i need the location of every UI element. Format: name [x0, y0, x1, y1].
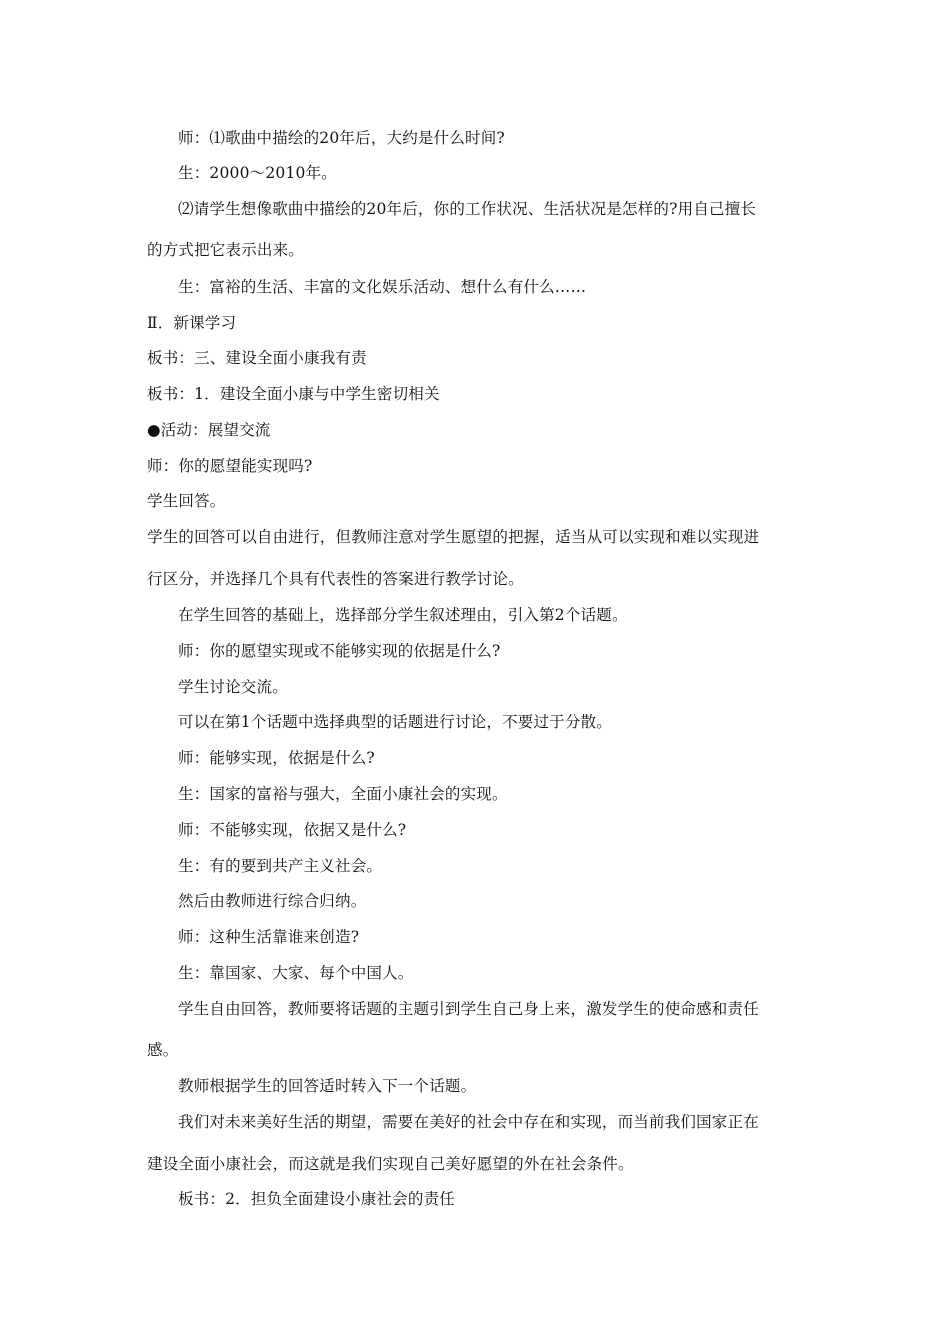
text-line: 师：你的愿望能实现吗? [147, 457, 313, 475]
text-line: 师：你的愿望实现或不能够实现的依据是什么? [178, 642, 501, 660]
text-line: 学生自由回答，教师要将话题的主题引到学生自己身上来，激发学生的使命感和责任 [178, 1000, 759, 1018]
text-line: ●活动：展望交流 [147, 421, 271, 439]
text-line: 生：靠国家、大家、每个中国人。 [178, 964, 414, 982]
text-line: 可以在第1个话题中选择典型的话题进行讨论，不要过于分散。 [178, 713, 612, 731]
text-line: 板书：2．担负全面建设小康社会的责任 [178, 1190, 455, 1208]
text-line: 然后由教师进行综合归纳。 [178, 892, 367, 910]
text-line: 师：⑴歌曲中描绘的20年后，大约是什么时间? [178, 129, 505, 147]
text-line: 板书：三、建设全面小康我有责 [147, 349, 367, 367]
text-line: 教师根据学生的回答适时转入下一个话题。 [178, 1077, 477, 1095]
text-line: 建设全面小康社会，而这就是我们实现自己美好愿望的外在社会条件。 [147, 1155, 634, 1173]
text-line: 感。 [147, 1041, 179, 1059]
text-line: ⑵请学生想像歌曲中描绘的20年后，你的工作状况、生活状况是怎样的?用自己擅长 [178, 200, 757, 218]
text-line: 师：不能够实现，依据又是什么? [178, 821, 407, 839]
section-heading: Ⅱ．新课学习 [147, 314, 237, 332]
text-line: 学生的回答可以自由进行，但教师注意对学生愿望的把握，适当从可以实现和难以实现进 [147, 528, 760, 546]
text-line: 师：能够实现，依据是什么? [178, 749, 375, 767]
text-line: 学生回答。 [147, 492, 226, 510]
text-line: 的方式把它表示出来。 [147, 241, 305, 259]
text-line: 生：有的要到共产主义社会。 [178, 857, 383, 875]
text-line: 生：国家的富裕与强大，全面小康社会的实现。 [178, 785, 508, 803]
text-line: 板书：1．建设全面小康与中学生密切相关 [147, 385, 440, 403]
text-line: 学生讨论交流。 [178, 678, 288, 696]
text-line: 师：这种生活靠谁来创造? [178, 928, 360, 946]
text-line: 在学生回答的基础上，选择部分学生叙述理由，引入第2个话题。 [178, 606, 628, 624]
text-line: 生：富裕的生活、丰富的文化娱乐活动、想什么有什么…… [178, 278, 587, 296]
text-line: 生：2000～2010年。 [178, 164, 337, 182]
text-line: 行区分，并选择几个具有代表性的答案进行教学讨论。 [147, 570, 524, 588]
text-line: 我们对未来美好生活的期望，需要在美好的社会中存在和实现，而当前我们国家正在 [178, 1113, 759, 1131]
